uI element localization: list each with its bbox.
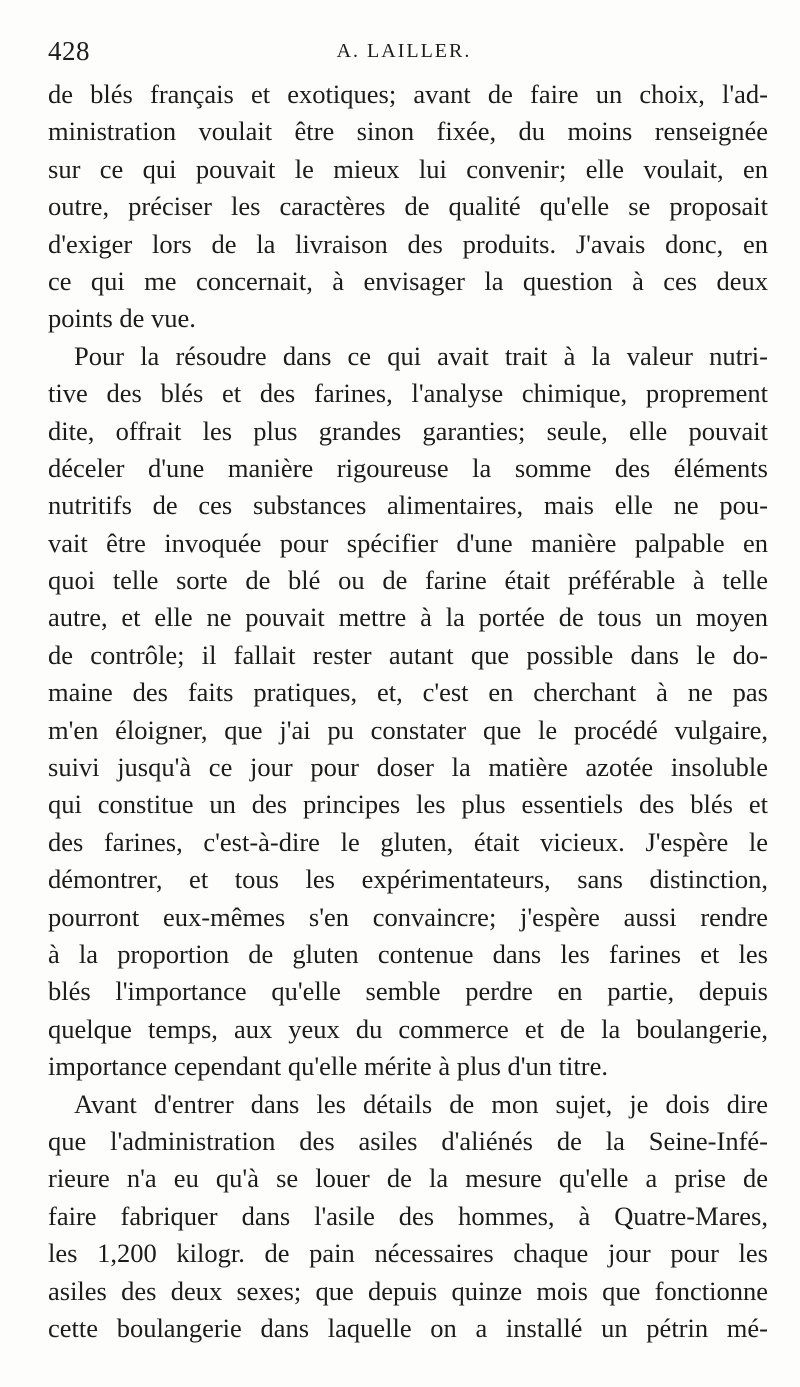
text-line: faire fabriquer dans l'asile des hommes, à Quatre-Mares, — [48, 1200, 768, 1231]
text-line: rieure n'a eu qu'à se louer de la mesure qu'elle a prise de — [48, 1163, 768, 1194]
page-header — [48, 36, 760, 76]
text-line: ce qui me concernait, à envisager la question à ces deux — [48, 265, 768, 296]
text-line: des farines, c'est-à-dire le gluten, était vicieux. J'espère le — [48, 826, 768, 857]
text-line: tive des blés et des farines, l'analyse chimique, proprement — [48, 378, 768, 409]
text-line: ministration voulait être sinon fixée, du moins renseignée — [48, 116, 768, 147]
text-line: quoi telle sorte de blé ou de farine était préférable à telle — [48, 565, 768, 596]
text-line: démontrer, et tous les expérimentateurs, sans distinction, — [48, 864, 768, 895]
text-line: d'exiger lors de la livraison des produits. J'avais donc, en — [48, 228, 768, 259]
text-line: outre, préciser les caractères de qualité qu'elle se proposait — [48, 191, 768, 222]
text-line: déceler d'une manière rigoureuse la somme des éléments — [48, 452, 768, 483]
page-number: 428 — [48, 36, 90, 66]
text-line: asiles des deux sexes; que depuis quinze mois que fonctionne — [48, 1275, 768, 1306]
body-text — [48, 76, 768, 1347]
text-line: pourront eux-mêmes s'en convaincre; j'espère aussi rendre — [48, 901, 768, 932]
text-line: autre, et elle ne pouvait mettre à la portée de tous un moyen — [48, 602, 768, 633]
text-line: m'en éloigner, que j'ai pu constater que le procédé vulgaire, — [48, 714, 768, 745]
text-line: blés l'importance qu'elle semble perdre en partie, depuis — [48, 976, 768, 1007]
text-line: vait être invoquée pour spécifier d'une manière palpable en — [48, 527, 768, 558]
text-line: quelque temps, aux yeux du commerce et de la boulangerie, — [48, 1013, 768, 1044]
paragraph-end-line: points de vue. — [48, 303, 196, 334]
text-line: nutritifs de ces substances alimentaires, mais elle ne pou- — [48, 490, 768, 521]
text-line: sur ce qui pouvait le mieux lui convenir; elle voulait, en — [48, 153, 768, 184]
text-line: suivi jusqu'à ce jour pour doser la matière azotée insoluble — [48, 752, 768, 783]
paragraph-start-line: Avant d'entrer dans les détails de mon sujet, je dois dire — [74, 1088, 768, 1119]
text-line: que l'administration des asiles d'aliénés de la Seine-Infé- — [48, 1125, 768, 1156]
text-line: cette boulangerie dans laquelle on a installé un pétrin mé- — [48, 1312, 768, 1343]
text-line: les 1,200 kilogr. de pain nécessaires chaque jour pour les — [48, 1238, 768, 1269]
text-line: de blés français et exotiques; avant de faire un choix, l'ad- — [48, 79, 768, 109]
text-line: à la proportion de gluten contenue dans les farines et les — [48, 938, 768, 969]
paragraph-start-line: Pour la résoudre dans ce qui avait trait à la valeur nutri- — [74, 340, 768, 371]
running-head: A. LAILLER. — [336, 40, 472, 62]
text-line: maine des faits pratiques, et, c'est en cherchant à ne pas — [48, 677, 768, 708]
text-line: qui constitue un des principes les plus essentiels des blés et — [48, 789, 768, 820]
paragraph-end-line: importance cependant qu'elle mérite à plus d'un titre. — [48, 1051, 608, 1082]
text-line: dite, offrait les plus grandes garanties; seule, elle pouvait — [48, 415, 768, 446]
text-line: de contrôle; il fallait rester autant que possible dans le do- — [48, 639, 768, 670]
